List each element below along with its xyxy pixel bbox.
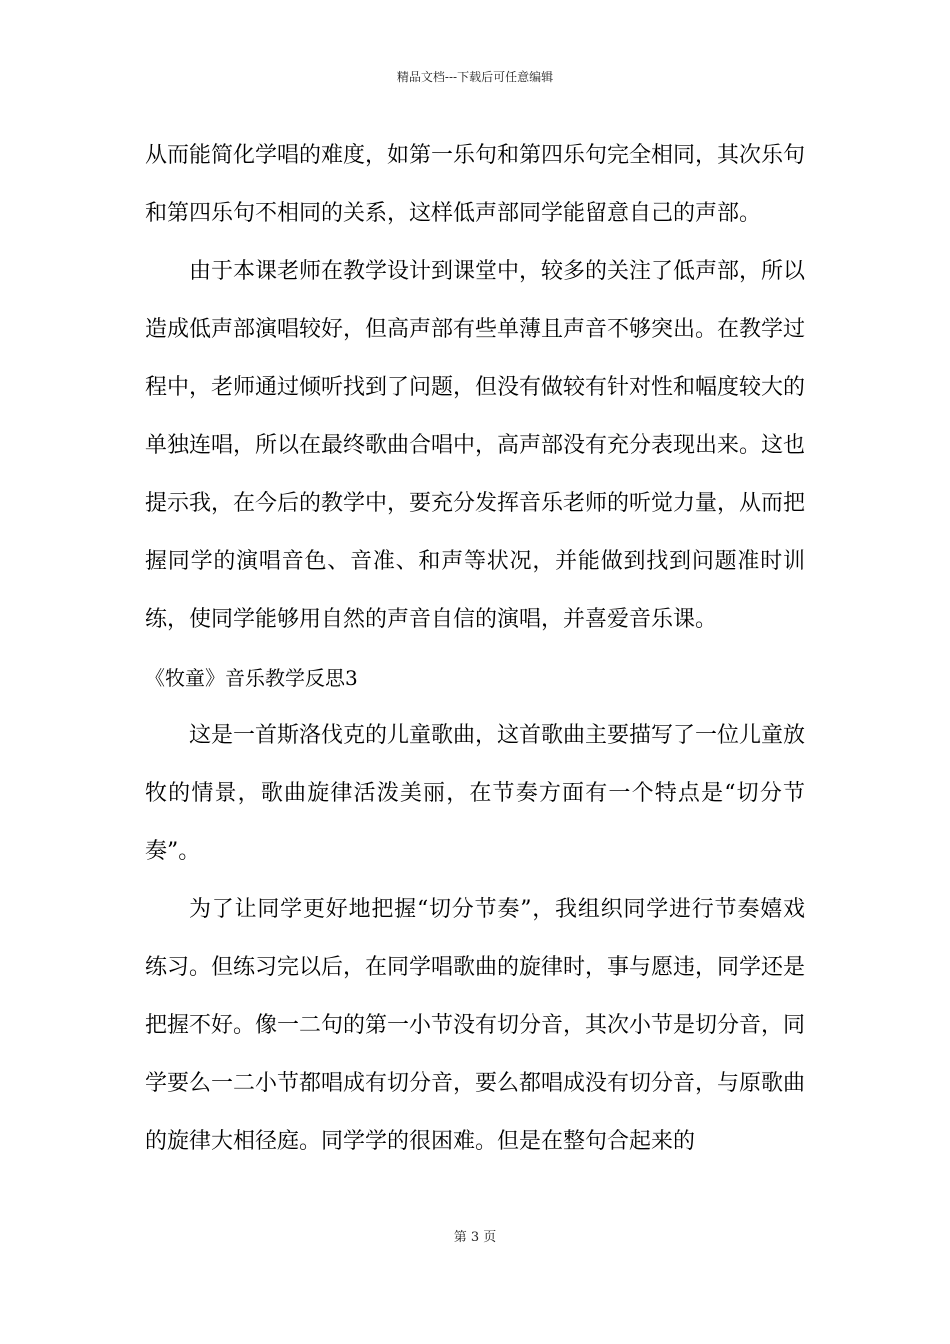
paragraph-reflection-2: 由于本课老师在教学设计到课堂中，较多的关注了低声部，所以造成低声部演唱较好，但高声部有些单薄且声音不够突出。在教学过程中，老师通过倾听找到了问题，但没有做较有针对性和幅度较大的单独连唱，所以在最终歌曲合唱中，高声部没有充分表现出来。这也提示我，在今后的教学中，要充分发挥音乐老师的听觉力量，从而把握同学的演唱音色、音准、和声等状况，并能做到找到问题准时训练，使同学能够用自然的声音自信的演唱，并喜爱音乐课。: [145, 259, 806, 632]
paragraph-continuation: 从而能简化学唱的难度，如第一乐句和第四乐句完全相同，其次乐句和第四乐句不相同的关系，这样低声部同学能留意自己的声部。: [145, 143, 806, 226]
document-body: [145, 127, 805, 1171]
page-number: 第 3 页: [453, 1230, 497, 1245]
paragraph-song-intro: 这是一首斯洛伐克的儿童歌曲，这首歌曲主要描写了一位儿童放牧的情景，歌曲旋律活泼美丽，在节奏方面有一个特点是“切分节奏”。: [145, 723, 806, 864]
section-title: 《牧童》音乐教学反思3: [145, 666, 358, 690]
paragraph-rhythm-practice: 为了让同学更好地把握“切分节奏”，我组织同学进行节奏嬉戏练习。但练习完以后，在同学唱歌曲的旋律时，事与愿违，同学还是把握不好。像一二句的第一小节没有切分音，其次小节是切分音，同学要么一二小节都唱成有切分音，要么都唱成没有切分音，与原歌曲的旋律大相径庭。同学学的很困难。但是在整句合起来的: [145, 897, 806, 1154]
page-header: 精品文档---下载后可任意编辑: [396, 70, 554, 84]
